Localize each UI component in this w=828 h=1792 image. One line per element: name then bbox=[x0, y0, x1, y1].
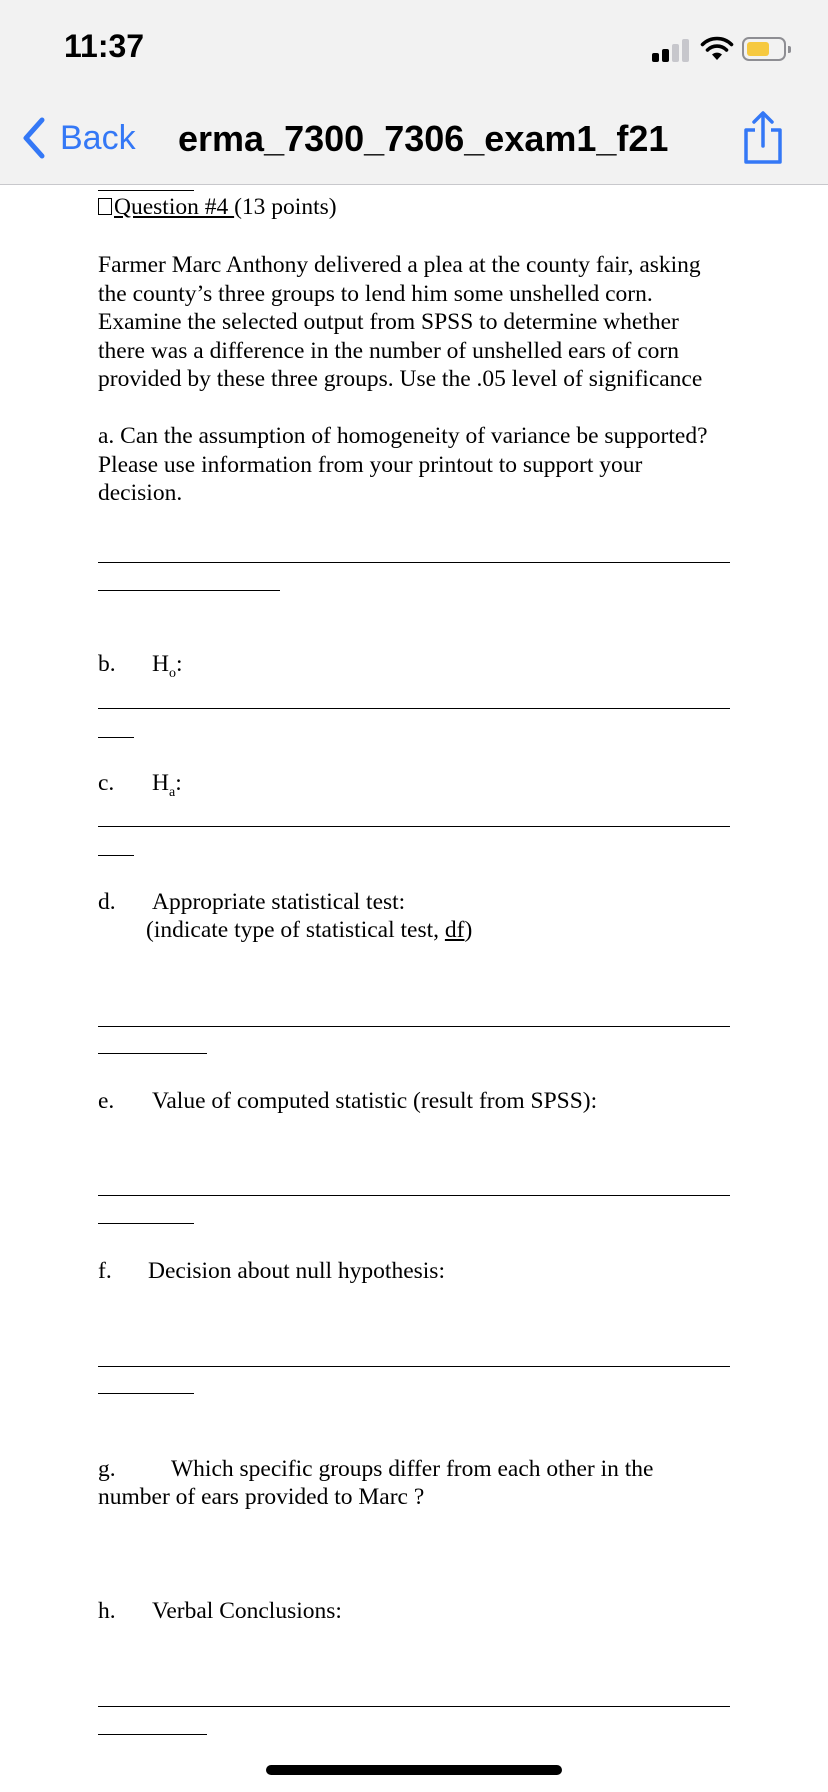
instruction-text: (indicate type of statistical test, bbox=[146, 917, 445, 943]
part-d-prompt: Appropriate statistical test: bbox=[152, 889, 406, 915]
answer-line bbox=[98, 1195, 730, 1196]
part-a-line: a. Can the assumption of homogeneity of variance be supported? bbox=[98, 423, 708, 449]
hypothesis-subscript: a bbox=[168, 785, 176, 800]
part-d-letter: d. bbox=[98, 889, 116, 915]
answer-line bbox=[98, 1366, 730, 1367]
part-f-letter: f. bbox=[98, 1258, 112, 1284]
intro-line: Farmer Marc Anthony delivered a plea at the county fair, asking bbox=[98, 252, 701, 278]
part-g-letter: g. bbox=[98, 1456, 116, 1482]
wifi-icon bbox=[700, 36, 734, 62]
answer-line bbox=[98, 1223, 194, 1224]
answer-line bbox=[98, 855, 134, 856]
part-e-prompt: Value of computed statistic (result from SPSS): bbox=[152, 1088, 598, 1114]
intro-line: Examine the selected output from SPSS to determine whether bbox=[98, 309, 679, 335]
part-a-line: Please use information from your printout to support your bbox=[98, 451, 643, 478]
answer-line bbox=[98, 590, 280, 591]
question-points: (13 points) bbox=[234, 194, 337, 220]
instruction-close: ) bbox=[464, 917, 473, 943]
part-e-letter: e. bbox=[98, 1088, 115, 1114]
checkbox-glyph-icon bbox=[98, 198, 112, 215]
battery-level bbox=[747, 42, 769, 56]
answer-line bbox=[98, 826, 730, 827]
share-icon[interactable] bbox=[740, 110, 786, 166]
answer-line bbox=[98, 1393, 194, 1394]
intro-line: there was a difference in the number of unshelled ears of corn bbox=[98, 337, 679, 364]
question-intro bbox=[98, 251, 738, 394]
question-heading bbox=[98, 193, 337, 222]
battery-icon bbox=[742, 37, 786, 61]
hypothesis-colon: : bbox=[175, 651, 183, 677]
answer-line bbox=[98, 1706, 730, 1707]
part-b-letter: b. bbox=[98, 651, 116, 677]
signal-icon bbox=[652, 38, 692, 62]
answer-line bbox=[98, 708, 730, 709]
document-title: erma_7300_7306_exam1_f21 bbox=[178, 118, 669, 159]
part-a-line: decision. bbox=[98, 480, 183, 506]
part-c-letter: c. bbox=[98, 770, 115, 796]
intro-line: the county’s three groups to lend him some unshelled corn. bbox=[98, 280, 653, 307]
status-time: 11:37 bbox=[64, 28, 145, 64]
header-rule bbox=[98, 190, 194, 191]
question-label: Question #4 bbox=[114, 194, 235, 220]
back-button[interactable] bbox=[22, 112, 136, 164]
answer-line bbox=[98, 1053, 207, 1054]
part-d-instruction bbox=[146, 916, 472, 945]
part-b-null-hypothesis bbox=[152, 650, 183, 689]
answer-line bbox=[98, 1026, 730, 1027]
hypothesis-symbol: H bbox=[152, 770, 169, 796]
part-g-prompt-line2: number of ears provided to Marc ? bbox=[98, 1484, 425, 1510]
home-indicator[interactable] bbox=[266, 1765, 562, 1775]
top-bar bbox=[0, 0, 828, 185]
df-abbreviation: df bbox=[444, 917, 465, 943]
hypothesis-subscript: o bbox=[168, 666, 176, 681]
part-g-prompt: Which specific groups differ from each other in the bbox=[171, 1456, 654, 1482]
hypothesis-colon: : bbox=[175, 770, 182, 796]
intro-line: provided by these three groups. Use the .05 level of significance bbox=[98, 366, 703, 392]
answer-line bbox=[98, 737, 134, 738]
part-h-prompt: Verbal Conclusions: bbox=[152, 1598, 342, 1624]
hypothesis-symbol: H bbox=[152, 651, 169, 677]
part-a-prompt bbox=[98, 422, 738, 508]
part-c-alt-hypothesis bbox=[152, 769, 182, 808]
document-page bbox=[0, 185, 828, 1792]
back-label: Back bbox=[60, 118, 136, 157]
answer-line bbox=[98, 562, 730, 563]
part-f-prompt: Decision about null hypothesis: bbox=[148, 1258, 445, 1284]
part-h-letter: h. bbox=[98, 1598, 116, 1624]
chevron-left-icon bbox=[22, 117, 46, 159]
answer-line bbox=[98, 1734, 207, 1735]
